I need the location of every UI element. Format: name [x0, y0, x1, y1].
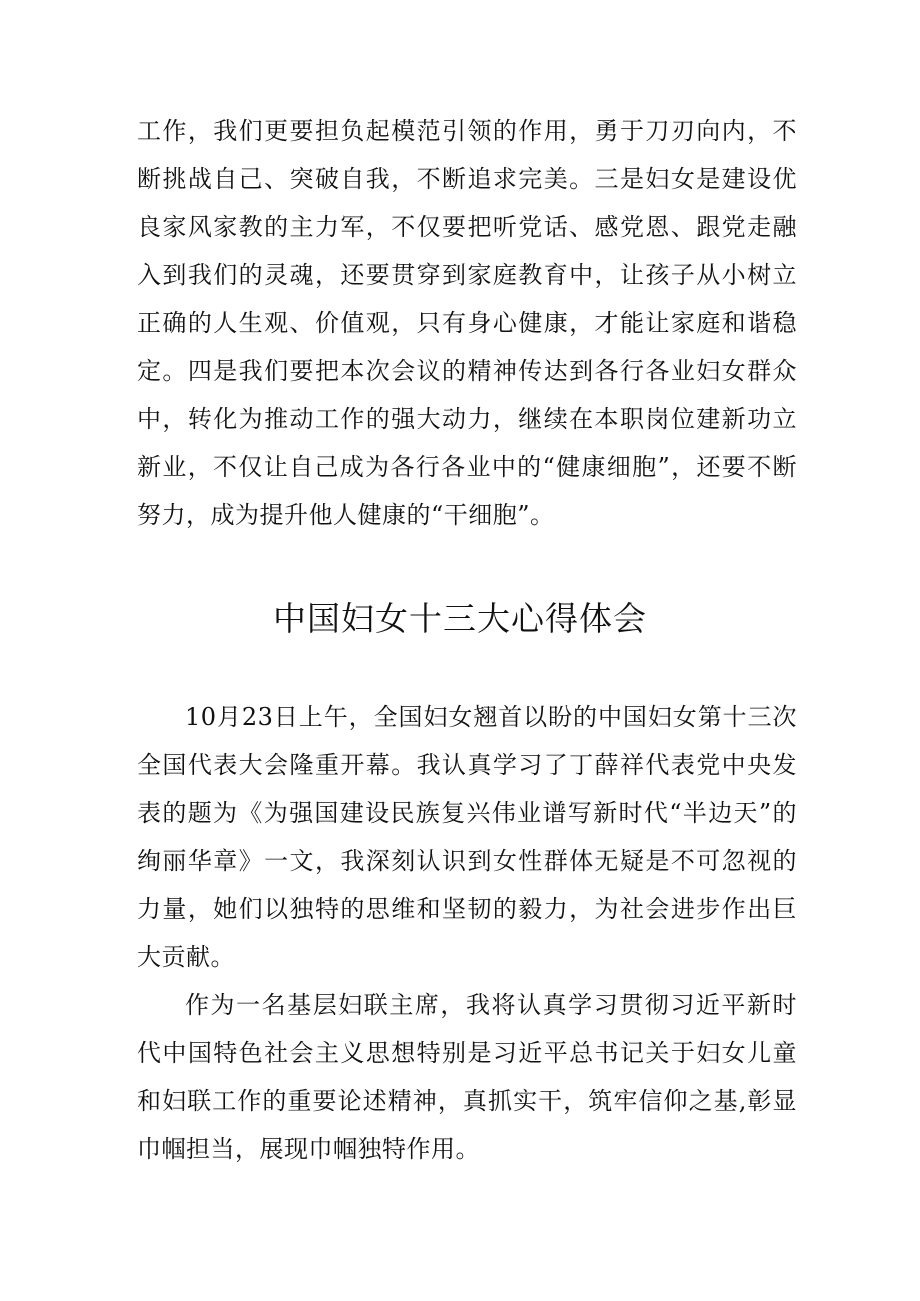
- body-paragraph-2: 作为一名基层妇联主席，我将认真学习贯彻习近平新时代中国特色社会主义思想特别是习近平总书记关于妇女儿童和妇联工作的重要论述精神，真抓实干，筑牢信仰之基,彰显巾帼担当，展现巾帼独特作用。: [137, 991, 797, 1163]
- continuation-section: [137, 107, 797, 539]
- body-section: [137, 693, 797, 1173]
- document-title: 中国妇女十三大心得体会: [273, 599, 647, 638]
- body-paragraph-1: 10月23日上午，全国妇女翘首以盼的中国妇女第十三次全国代表大会隆重开幕。我认真学习了丁薛祥代表党中央发表的题为《为强国建设民族复兴伟业谱写新时代“半边天”的绚丽华章》一文，我深刻认识到女性群体无疑是不可忽视的力量，她们以独特的思维和坚韧的毅力，为社会进步作出巨大贡献。: [137, 703, 797, 971]
- continuation-paragraph: 工作，我们更要担负起模范引领的作用，勇于刀刃向内，不断挑战自己、突破自我，不断追求完美。三是妇女是建设优良家风家教的主力军，不仅要把听党话、感党恩、跟党走融入到我们的灵魂，还要贯穿到家庭教育中，让孩子从小树立正确的人生观、价值观，只有身心健康，才能让家庭和谐稳定。四是我们要把本次会议的精神传达到各行各业妇女群众中，转化为推动工作的强大动力，继续在本职岗位建新功立新业，不仅让自己成为各行各业中的“健康细胞”，还要不断努力，成为提升他人健康的“干细胞”。: [137, 117, 797, 529]
